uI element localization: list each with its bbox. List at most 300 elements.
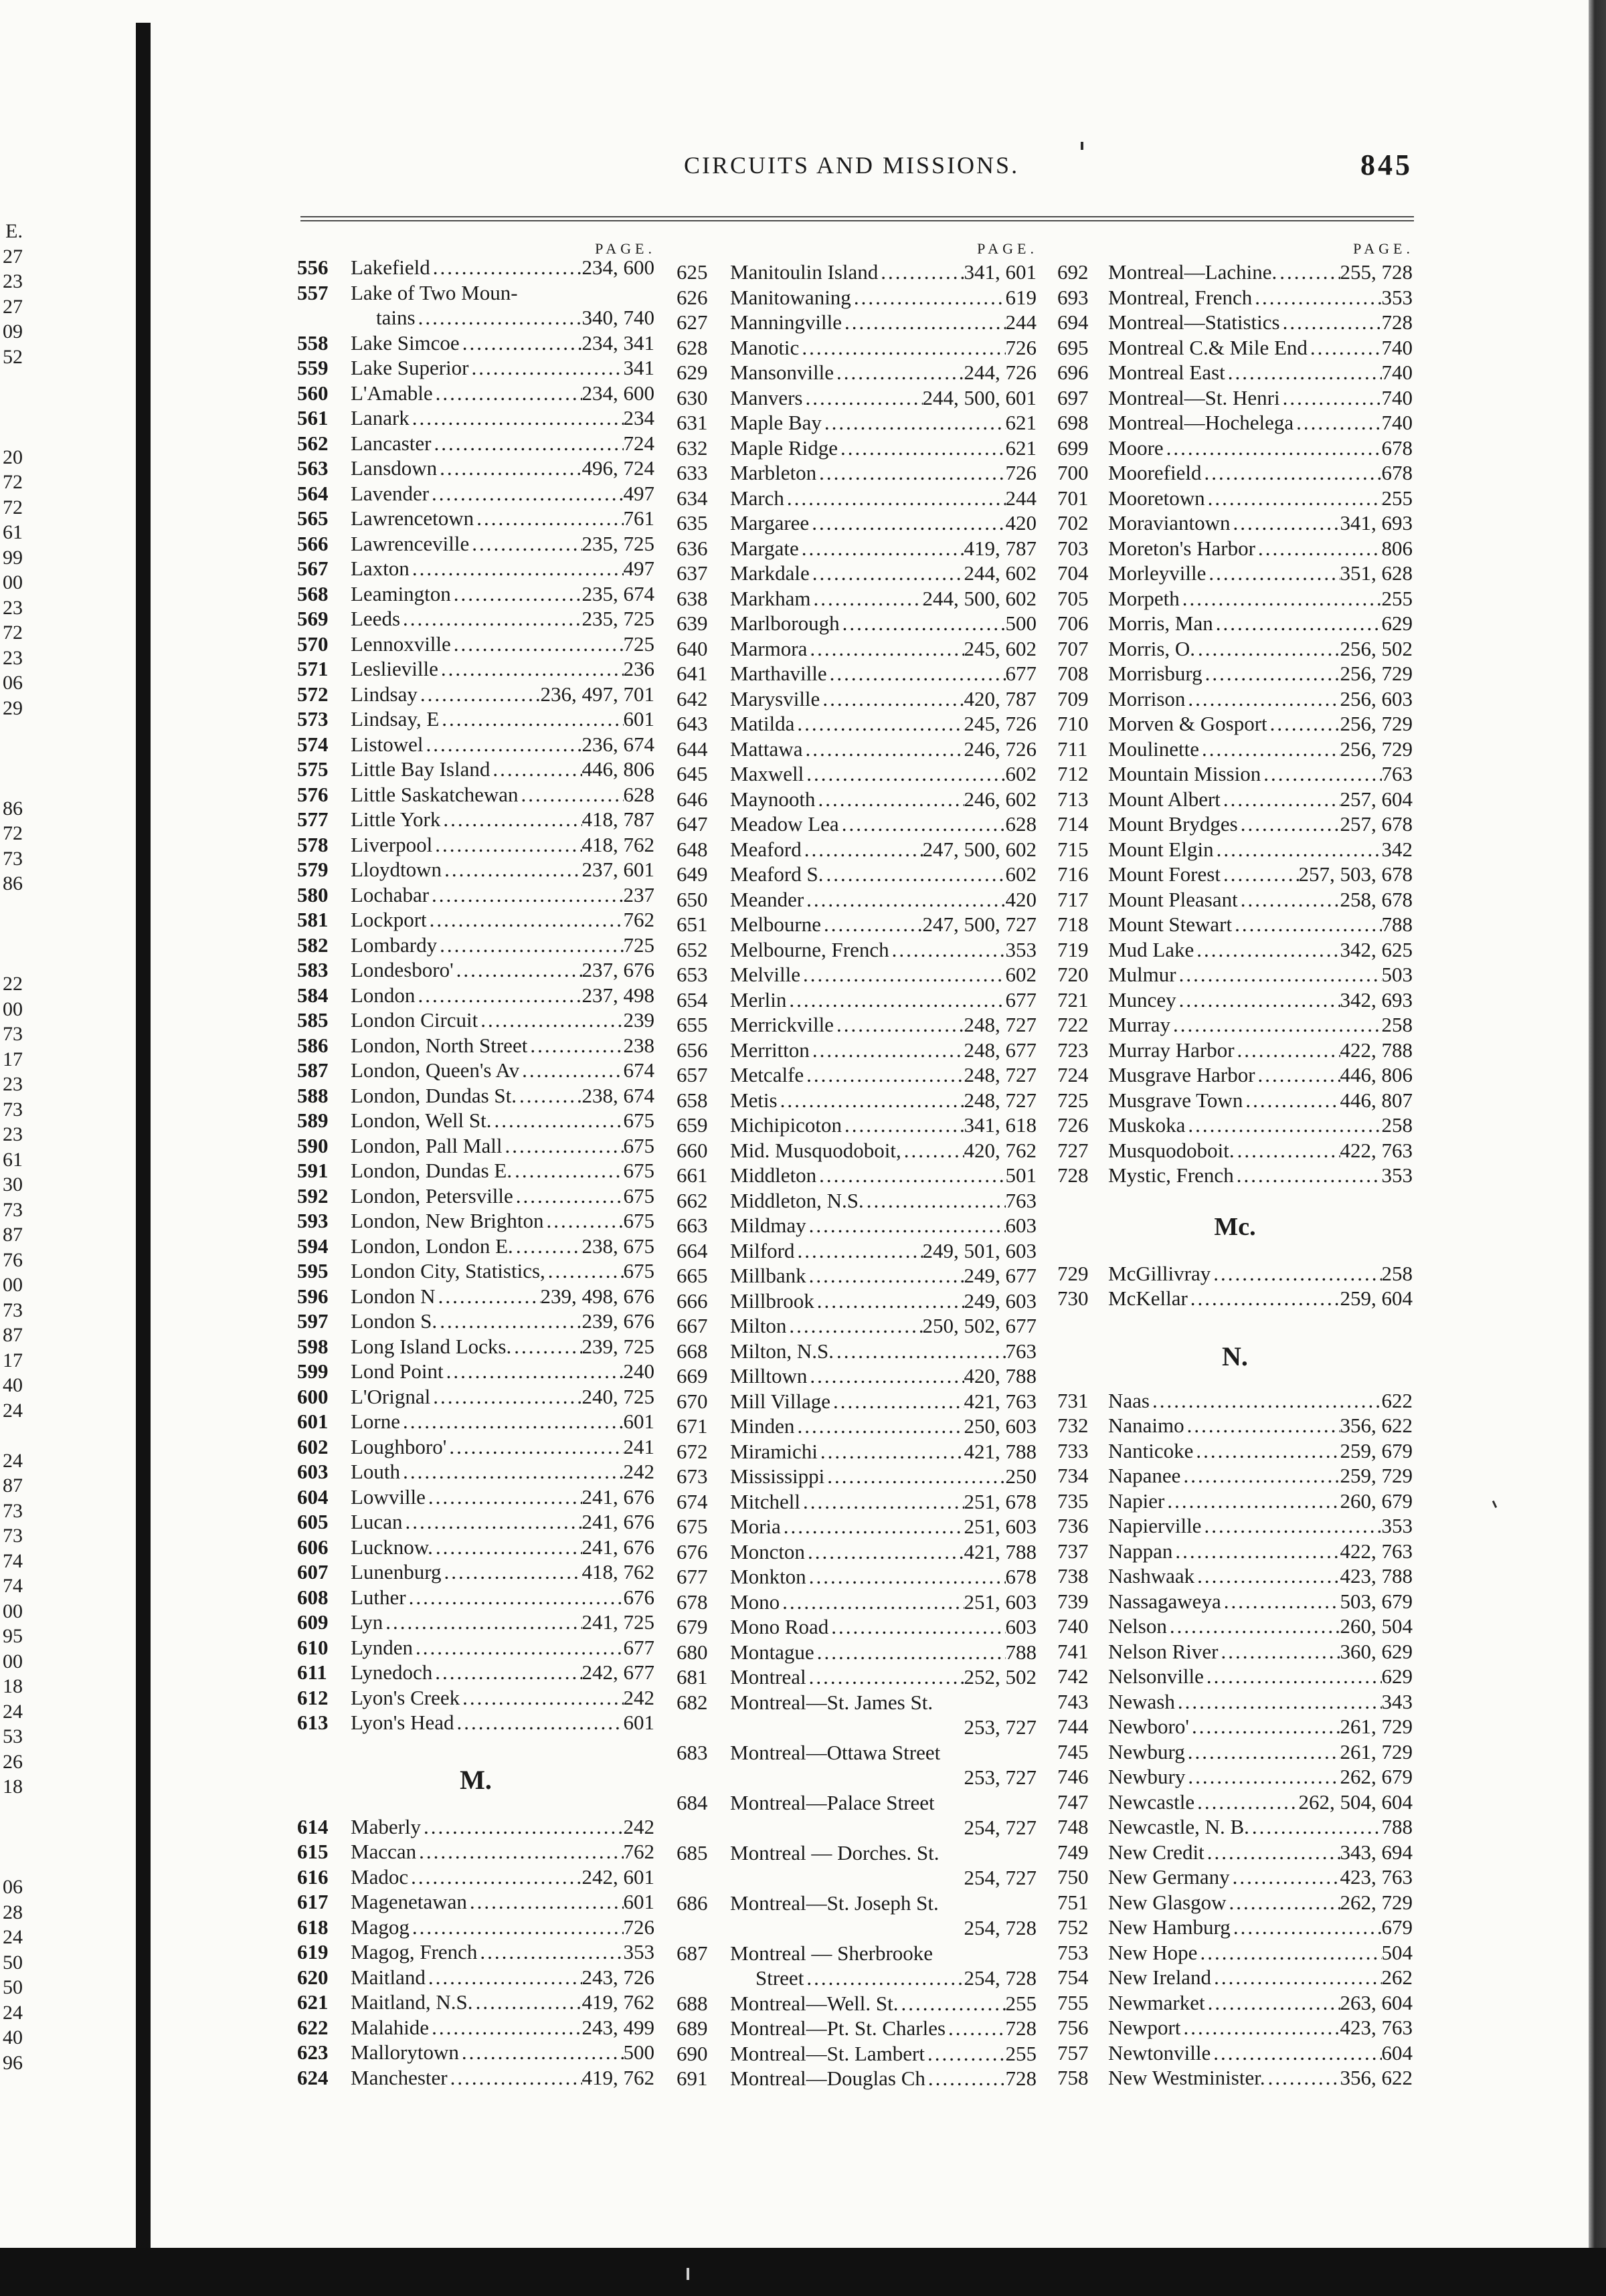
entry-name: Maynooth [730,787,816,811]
entry-number: 592 [297,1183,329,1208]
entry-list [297,255,654,2090]
leader-dots [492,1108,624,1133]
leader-dots [437,1309,582,1334]
margin-fragment: 87 [3,1224,23,1246]
leader-dots [1204,1664,1382,1689]
entry-number: 699 [1057,436,1089,460]
entry-name: Maple Ridge [730,436,838,460]
margin-fragment: 00 [3,1274,23,1296]
circuit-entry [677,1991,1037,2016]
circuit-entry [677,1514,1037,1539]
entry-name: London, London E. [351,1234,513,1258]
leader-dots [1231,510,1340,536]
entry-pages: 675 [623,1183,654,1208]
margin-fragment: 72 [3,471,23,493]
leader-dots [429,481,623,506]
leader-dots [511,1334,582,1359]
leader-dots [839,811,1006,837]
entry-number: 565 [297,506,329,530]
entry-number: 710 [1057,712,1089,735]
entry-pages: 257, 678 [1340,812,1413,836]
binding-shadow-bar [136,23,151,2248]
entry-pages: 342, 693 [1340,987,1413,1012]
entry-pages: 255 [1381,586,1413,610]
entry-number: 576 [297,782,329,806]
entry-number: 726 [1057,1113,1089,1137]
entry-name: Montreal—Lachine. [1108,260,1277,284]
entry-name: Nelson River [1108,1639,1219,1663]
entry-number: 630 [677,385,708,409]
entry-name: McKellar [1108,1286,1188,1310]
circuit-entry [677,1313,1037,1339]
entry-name: London [351,983,416,1007]
entry-name: New Glasgow [1108,1890,1227,1914]
circuit-entry [1057,1890,1413,1915]
index-column-1 [297,0,654,2101]
entry-name: Moria [730,1515,781,1538]
entry-name: Middleton [730,1163,817,1187]
margin-fragment: 61 [3,1148,23,1171]
circuit-entry [677,1188,1037,1214]
entry-number: 658 [677,1088,708,1112]
leader-dots [432,832,582,858]
entry-name: Lunenburg [351,1560,442,1584]
margin-fragment: 28 [3,1901,23,1923]
entry-name: Leamington [351,581,451,605]
circuit-entry [1057,1286,1413,1311]
entry-pages: 353 [623,1940,654,1964]
entry-pages: 728 [1381,310,1413,334]
entry-name: London, North Street [351,1033,528,1057]
entry-number: 562 [297,431,329,455]
leader-dots [824,1464,1005,1489]
circuit-entry [1057,1163,1413,1188]
entry-number: 734 [1057,1464,1089,1487]
circuit-entry [677,1363,1037,1389]
entry-name: Maccan [351,1840,417,1863]
circuit-entry-continuation [677,1765,1037,1790]
entry-name: Montreal—St. Joseph St. [730,1891,939,1915]
entry-name: Little York [351,807,441,831]
entry-name: Michipicoton [730,1113,842,1137]
leader-dots [519,1058,623,1083]
circuit-entry [1057,1489,1413,1514]
circuit-entry [677,987,1037,1013]
entry-pages: 788 [1005,1640,1037,1664]
entry-pages: 241, 725 [582,1610,654,1634]
circuit-entry [1057,1261,1413,1286]
entry-number: 569 [297,607,329,630]
entry-pages: 621 [1005,436,1037,460]
circuit-entry [297,1915,654,1940]
margin-fragment: 24 [3,1700,23,1723]
leader-dots [1193,1438,1340,1464]
entry-name: Montreal—Ottawa Street [730,1740,941,1764]
leader-dots [1231,1915,1382,1940]
entry-pages: 601 [623,1890,654,1913]
entry-number: 561 [297,406,329,429]
entry-name: Markdale [730,561,810,585]
leader-dots [804,761,1005,787]
entry-number: 756 [1057,2016,1089,2039]
circuit-entry [1057,1764,1413,1790]
entry-name: Muskoka [1108,1113,1186,1137]
leader-dots [400,606,582,632]
leader-dots [469,531,582,557]
circuit-entry [677,260,1037,285]
circuit-entry [297,1710,654,1735]
entry-name: Newboro' [1108,1715,1189,1738]
entry-name: Mildmay [730,1214,806,1237]
leader-dots [1180,586,1382,611]
entry-name: Muncey [1108,987,1176,1012]
entry-pages: 255 [1005,2041,1037,2065]
entry-pages: 258 [1381,1261,1413,1285]
circuit-entry [677,561,1037,586]
entry-pages: 418, 762 [582,832,654,856]
entry-name: New Hope [1108,1940,1198,1964]
entry-pages: 242 [623,1814,654,1838]
entry-number: 694 [1057,310,1089,334]
margin-fragment: 23 [3,646,23,669]
entry-name: Lucknow. [351,1535,433,1559]
circuit-entry [1057,862,1413,887]
entry-name: Moncton [730,1539,805,1563]
entry-pages: 763 [1005,1339,1037,1363]
entry-pages: 678 [1005,1565,1037,1588]
circuit-entry [677,1339,1037,1364]
entry-number: 739 [1057,1589,1089,1613]
entry-number: 686 [677,1891,708,1915]
entry-pages: 421, 763 [964,1389,1037,1413]
entry-name: Merritton [730,1038,810,1062]
entry-number: 705 [1057,586,1089,610]
entry-number: 650 [677,887,708,911]
entry-number: 684 [677,1790,708,1814]
leader-dots [806,1564,1006,1590]
margin-fragment: 40 [3,2026,23,2048]
entry-number: 664 [677,1238,708,1262]
entry-number: 660 [677,1138,708,1162]
entry-name: New Hamburg [1108,1915,1231,1939]
circuit-entry [1057,1814,1413,1840]
entry-pages: 675 [623,1259,654,1282]
leader-dots [426,1965,582,1990]
circuit-entry [677,887,1037,913]
entry-pages: 242, 677 [582,1660,654,1684]
entry-name-continued: Street [755,1966,804,1990]
leader-dots [1261,761,1381,787]
entry-name: Lyn [351,1610,383,1634]
circuit-entry [297,1559,654,1585]
entry-number: 566 [297,531,329,555]
entry-pages: 421, 788 [964,1539,1037,1563]
entry-name: Middleton, N.S. [730,1188,864,1212]
leader-dots [519,782,624,807]
circuit-entry [677,1941,1037,1966]
entry-number: 674 [677,1489,708,1513]
page-column-label: PAGE. [977,240,1038,257]
entry-name: Magog [351,1915,410,1939]
entry-number: 698 [1057,411,1089,434]
entry-number: 682 [677,1690,708,1714]
spacer [755,1765,964,1790]
entry-pages: 806 [1381,536,1413,560]
entry-pages: 341, 601 [964,260,1037,284]
entry-name: Newash [1108,1689,1175,1713]
entry-name: Laxton [351,557,410,580]
entry-name: Leeds [351,607,401,630]
entry-pages: 247, 500, 602 [922,837,1037,861]
entry-pages: 678 [1381,436,1413,460]
entry-pages: 343 [1381,1689,1413,1713]
circuit-entry [1057,1840,1413,1865]
leader-dots [460,1685,623,1711]
entry-name: Montreal C.& Mile End [1108,335,1308,359]
entry-pages: 420 [1005,511,1037,535]
entry-name: Maitland [351,1965,426,1989]
circuit-entry [677,1288,1037,1314]
leader-dots [1167,1614,1340,1639]
entry-name: Milton, N.S. [730,1339,834,1363]
circuit-entry [297,381,654,406]
entry-number: 633 [677,461,708,484]
circuit-entry [1057,561,1413,586]
entry-number: 728 [1057,1163,1089,1187]
entry-number: 721 [1057,987,1089,1012]
margin-fragment: 00 [3,997,23,1020]
leader-dots [1280,385,1382,411]
entry-pages: 728 [1005,2016,1037,2040]
leader-dots [889,937,1006,963]
margin-fragment: 20 [3,446,23,468]
entry-number: 598 [297,1334,329,1358]
entry-name: Montreal—Palace Street [730,1790,935,1814]
circuit-entry [297,957,654,983]
circuit-entry [297,732,654,757]
entry-pages: 255 [1381,486,1413,510]
circuit-entry [1057,1138,1413,1163]
entry-number: 742 [1057,1664,1089,1688]
margin-fragment: 06 [3,672,23,694]
entry-pages: 763 [1381,762,1413,785]
entry-name: Lyon's Creek [351,1685,460,1709]
entry-name: Mud Lake [1108,937,1194,961]
entry-name: Mooretown [1108,486,1205,510]
circuit-entry [1057,436,1413,461]
margin-fragment: E. [5,220,23,242]
entry-name: Maxwell [730,762,804,785]
entry-pages: 263, 604 [1340,1990,1413,2014]
entry-name: Lindsay, E [351,707,440,731]
entry-number: 709 [1057,686,1089,710]
entry-pages: 675 [623,1133,654,1157]
circuit-entry [297,882,654,908]
entry-pages: 763 [1005,1188,1037,1212]
circuit-entry [1057,1614,1413,1639]
entry-number: 672 [677,1439,708,1463]
circuit-entry [1057,385,1413,411]
entry-number: 671 [677,1414,708,1438]
entry-name: Murray [1108,1013,1170,1036]
leader-dots [436,1284,541,1309]
circuit-entry [297,1058,654,1083]
margin-fragment: 72 [3,621,23,644]
leader-dots [925,2041,1006,2067]
entry-number: 557 [297,280,329,304]
entry-name: Lawrencetown [351,506,474,530]
margin-fragment: 06 [3,1876,23,1898]
entry-name: Lynedoch [351,1660,433,1684]
leader-dots [402,1509,582,1535]
leader-dots [1211,2040,1381,2066]
entry-pages: 248, 727 [964,1013,1037,1036]
entry-number: 615 [297,1840,329,1863]
entry-number: 559 [297,356,329,379]
circuit-entry-continuation [677,1815,1037,1840]
leader-dots [816,1163,1005,1188]
leader-dots [804,1062,964,1088]
circuit-entry [677,737,1037,762]
leader-dots [427,907,624,933]
margin-fragment: 23 [3,1073,23,1095]
entry-number: 746 [1057,1765,1089,1788]
leader-dots [527,1033,623,1058]
leader-dots [1199,737,1340,762]
circuit-entry [677,1790,1037,1816]
entry-pages: 740 [1381,361,1413,384]
entry-name: Nelson [1108,1614,1167,1638]
margin-fragment: 72 [3,496,23,518]
entry-name: Lloydtown [351,858,442,881]
entry-number: 729 [1057,1261,1089,1285]
margin-fragment: 26 [3,1750,23,1773]
leader-dots [828,1614,1005,1640]
entry-pages: 260, 504 [1340,1614,1413,1638]
entry-number: 581 [297,908,329,931]
entry-name: Mount Pleasant [1108,887,1238,911]
entry-number: 636 [677,536,708,560]
leader-dots [1205,1990,1340,2016]
circuit-entry [1057,1915,1413,1940]
circuit-entry [677,436,1037,461]
leader-dots [1185,686,1340,712]
entry-pages: 788 [1381,913,1413,936]
entry-name: Mount Albert [1108,787,1221,811]
entry-number: 589 [297,1109,329,1132]
entry-pages: 258 [1381,1113,1413,1137]
margin-fragment: 73 [3,1198,23,1221]
entry-number: 564 [297,481,329,505]
entry-name: Listowel [351,732,424,756]
entry-pages: 245, 726 [964,712,1037,735]
entry-name: Lond Point [351,1359,444,1383]
circuit-entry [297,330,654,356]
entry-pages: 603 [1005,1615,1037,1638]
entry-name: Lansdown [351,456,438,480]
leader-dots [410,556,624,581]
leader-dots [814,1288,964,1314]
circuit-entry [677,2041,1037,2067]
circuit-entry [297,832,654,858]
entry-name: Napierville [1108,1514,1202,1537]
entry-pages: 257, 604 [1340,787,1413,811]
circuit-entry [677,486,1037,511]
entry-pages: 249, 603 [964,1288,1037,1313]
leader-dots [513,1183,624,1209]
circuit-entry [1057,1113,1413,1138]
entry-pages: 254, 728 [964,1966,1037,1990]
leader-dots [429,2015,582,2040]
margin-fragment: 18 [3,1675,23,1697]
entry-name: Mono Road [730,1615,829,1638]
page-edge-shadow [1589,0,1606,2296]
leader-dots [800,1489,964,1515]
entry-number: 692 [1057,260,1089,284]
leader-dots [810,561,964,586]
spacer [755,1865,964,1891]
leader-dots [946,2016,1005,2041]
entry-name: Millbank [730,1264,806,1287]
entry-pages: 236 [623,657,654,680]
entry-name: Montreal—Pt. St. Charles [730,2016,946,2040]
entry-name: Montreal—St. James St. [730,1690,933,1714]
leader-dots [442,857,582,882]
entry-pages: 256, 729 [1340,712,1413,735]
leader-dots [799,536,964,561]
circuit-entry [297,1409,654,1434]
margin-fragment: 27 [3,245,23,268]
margin-fragment: 27 [3,295,23,318]
entry-name: Murray Harbor [1108,1038,1235,1062]
entry-pages: 629 [1381,1664,1413,1688]
entry-pages: 241 [623,1434,654,1458]
entry-name: Margate [730,536,799,560]
circuit-entry [297,1459,654,1485]
entry-pages: 253, 727 [964,1765,1037,1789]
margin-fragment: 86 [3,872,23,894]
circuit-entry [677,1564,1037,1590]
entry-number: 665 [677,1264,708,1287]
entry-number: 714 [1057,812,1089,836]
circuit-entry [677,335,1037,361]
entry-pages: 235, 725 [582,607,654,630]
circuit-entry [297,1183,654,1209]
circuit-entry [1057,510,1413,536]
entry-number: 591 [297,1159,329,1182]
entry-name: Manchester [351,2065,448,2089]
leader-dots [438,656,624,682]
leader-dots [437,933,623,958]
entry-number: 713 [1057,787,1089,811]
leader-dots [811,586,923,611]
entry-pages: 250, 603 [964,1414,1037,1438]
leader-dots [1180,1463,1340,1489]
circuit-entry [1057,761,1413,787]
circuit-entry [677,1464,1037,1489]
entry-name: Lanark [351,406,410,429]
circuit-entry [677,862,1037,887]
entry-pages: 252, 502 [964,1665,1037,1689]
leader-dots [1185,1764,1340,1790]
entry-pages: 423, 763 [1340,1865,1413,1889]
leader-dots [1243,1088,1340,1113]
entry-name: Manitoulin Island [730,260,879,284]
circuit-entry [297,1208,654,1234]
entry-pages: 246, 602 [964,787,1037,811]
entry-pages: 261, 729 [1340,1715,1413,1738]
entry-number: 753 [1057,1940,1089,1964]
